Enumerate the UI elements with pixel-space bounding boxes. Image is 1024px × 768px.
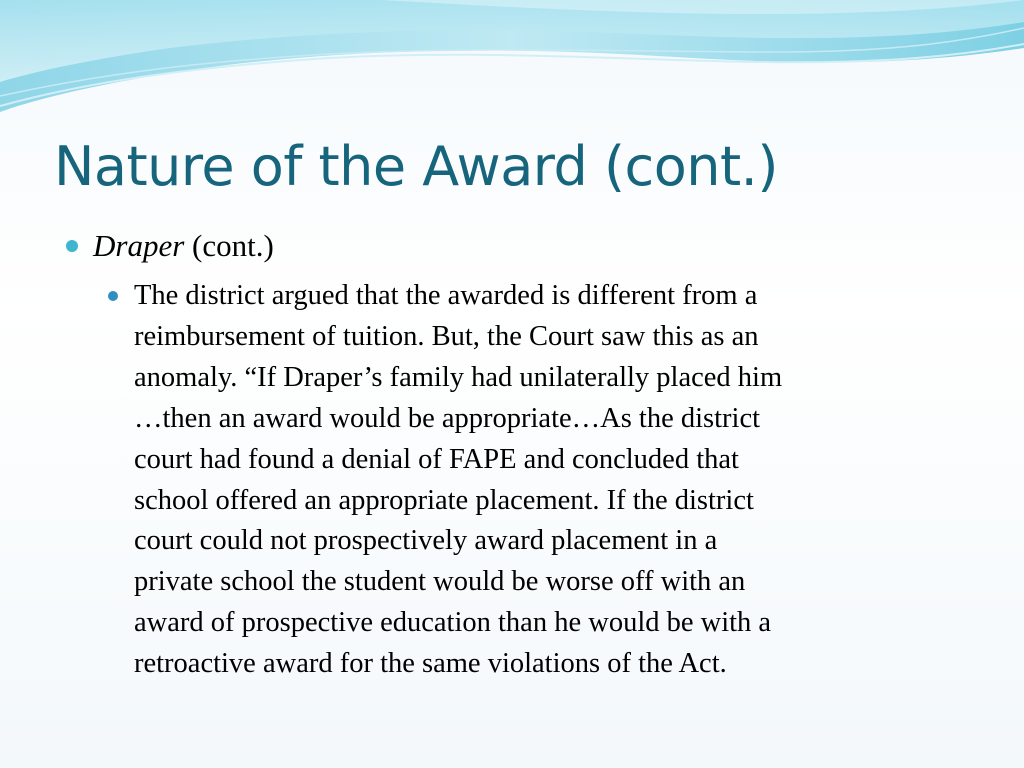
- paragraph-line: court had found a denial of FAPE and concluded that: [134, 443, 739, 475]
- paragraph-line: award of prospective education than he would be with a: [134, 607, 772, 639]
- paragraph-line: …then an award would be appropriate…As the district: [134, 402, 761, 434]
- slide-title: Nature of the Award (cont.): [54, 135, 778, 198]
- paragraph-line: The district argued that the awarded is different from a: [134, 280, 758, 311]
- header-wave-decoration: [0, 0, 1024, 130]
- paragraph-line: school offered an appropriate placement. If the district: [134, 484, 754, 516]
- sub-bullet-argument-text: [134, 276, 782, 685]
- paragraph-line: anomaly. “If Draper’s family had unilaterally placed him: [134, 361, 783, 393]
- paragraph-line: court could not prospectively award placement in a: [134, 525, 718, 557]
- bullet-draper-text: [93, 224, 274, 268]
- case-suffix: (cont.): [184, 228, 274, 263]
- bullet-dot-icon: [66, 240, 78, 252]
- case-name: Draper: [93, 228, 185, 263]
- paragraph-line: retroactive award for the same violations of the Act.: [134, 648, 727, 680]
- sub-bullet-dot-icon: [108, 291, 118, 301]
- paragraph-line: private school the student would be worse off with an: [134, 566, 746, 598]
- paragraph-line: reimbursement of tuition. But, the Court saw this as an: [134, 320, 759, 352]
